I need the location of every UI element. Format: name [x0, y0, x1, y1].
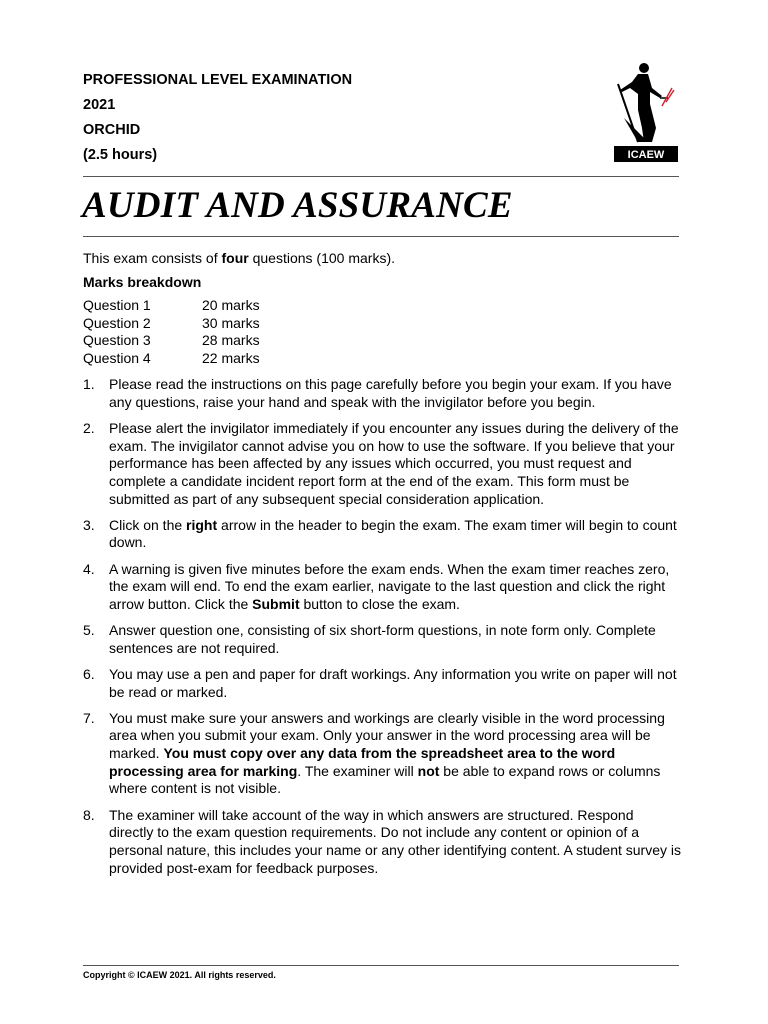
instruction-number: 1.: [83, 376, 95, 392]
instruction-number: 6.: [83, 665, 95, 682]
exam-session: ORCHID: [83, 122, 141, 138]
footer-divider: [83, 965, 679, 966]
exam-year: 2021: [83, 97, 116, 113]
marks-row: [83, 315, 260, 333]
exam-duration: (2.5 hours): [83, 147, 158, 163]
instruction-item: [83, 622, 683, 657]
marks-breakdown: [83, 297, 260, 368]
instruction-item: [83, 561, 683, 614]
exam-title: AUDIT AND ASSURANCE: [82, 185, 513, 226]
instruction-text: Click on the right arrow in the header to begin the exam. The exam timer will begin to count down.: [109, 516, 677, 551]
marks-row: [83, 297, 260, 315]
exam-level: PROFESSIONAL LEVEL EXAMINATION: [83, 72, 353, 88]
instruction-item: [83, 666, 683, 701]
question-marks: 28 marks: [202, 332, 260, 349]
copyright-notice: Copyright © ICAEW 2021. All rights reserved.: [83, 970, 276, 980]
question-label: Question 1: [83, 297, 151, 313]
instructions-list: [83, 376, 683, 886]
instruction-item: [83, 710, 683, 799]
instruction-number: 7.: [83, 709, 95, 726]
question-marks: 22 marks: [202, 350, 260, 367]
instruction-text: Please read the instructions on this page carefully before you begin your exam. If you have any questions, raise your hand and speak with the invigilator before you begin.: [109, 376, 672, 410]
marks-heading: Marks breakdown: [83, 274, 202, 290]
instruction-item: [83, 376, 683, 411]
instruction-number: 2.: [83, 419, 95, 436]
instruction-number: 4.: [83, 560, 95, 577]
question-marks: 20 marks: [202, 297, 260, 313]
instruction-number: 3.: [83, 516, 95, 533]
instruction-item: [83, 517, 683, 552]
instruction-text: The examiner will take account of the way in which answers are structured. Respond directly to the exam question requirements. Do not include any content or opinion of a personal nature, this includes your name or any other identifying content. A student survey is provided post-exam for feedback purposes.: [109, 806, 681, 876]
question-label: Question 2: [83, 314, 151, 331]
question-label: Question 4: [83, 350, 151, 367]
question-marks: 30 marks: [202, 314, 260, 331]
question-label: Question 3: [83, 332, 151, 349]
instruction-text: You may use a pen and paper for draft workings. Any information you write on paper will not be read or marked.: [109, 665, 677, 700]
instruction-text: A warning is given five minutes before the exam ends. When the exam timer reaches zero, the exam will end. To end the exam earlier, navigate to the last question and click the right arrow button. Click the Submit button to close the exam.: [109, 560, 670, 612]
instruction-text: You must make sure your answers and workings are clearly visible in the word processing area when you submit your exam. Only your answer in the word processing area will be marked. You must copy over any data from the spreadsheet area to the word processing area for marking. The examiner will not be able to expand rows or columns where content is not visible.: [109, 709, 665, 797]
logo-text: ICAEW: [627, 149, 665, 161]
instruction-text: Answer question one, consisting of six short-form questions, in note form only. Complete sentences are not required.: [109, 622, 656, 656]
instruction-item: [83, 420, 683, 509]
title-divider: [83, 236, 679, 237]
header-divider: [83, 176, 679, 177]
marks-row: [83, 332, 260, 350]
instruction-number: 8.: [83, 806, 95, 823]
exam-header: [83, 71, 352, 171]
exam-intro: This exam consists of four questions (100 marks).: [83, 250, 396, 266]
marks-row: [83, 350, 260, 368]
icaew-logo: [608, 58, 684, 164]
instruction-text: Please alert the invigilator immediately if you encounter any issues during the delivery of the exam. The invigilator cannot advise you on how to use the software. If you believe that your performance has been affected by any issues which occurred, you must request and complete a candidate incident report form at the end of the exam. This form must be submitted as part of any subsequent special consideration application.: [109, 419, 679, 507]
instruction-item: [83, 807, 683, 878]
instruction-number: 5.: [83, 622, 95, 638]
